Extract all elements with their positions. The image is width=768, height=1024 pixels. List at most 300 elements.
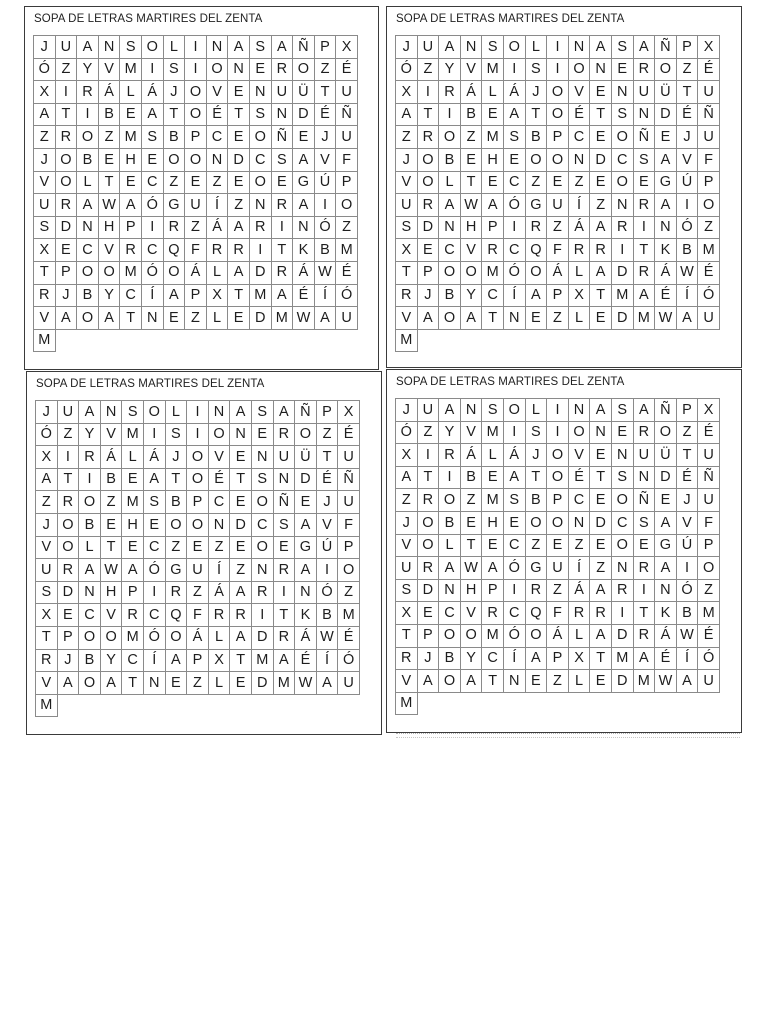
grid-letter-cell: U xyxy=(418,399,440,422)
grid-letter-cell: O xyxy=(439,307,461,330)
grid-letter-cell: B xyxy=(317,604,339,627)
grid-letter-cell: Á xyxy=(461,81,483,104)
grid-letter-cell: M xyxy=(274,672,296,695)
grid-letter-cell: A xyxy=(677,670,699,693)
word-search-card xyxy=(386,6,742,368)
grid-letter-cell: Ó xyxy=(677,580,699,603)
grid-letter-cell: L xyxy=(482,444,504,467)
grid-letter-cell: L xyxy=(166,401,188,424)
grid-letter-cell: T xyxy=(677,81,699,104)
grid-letter-cell: X xyxy=(396,81,418,104)
grid-letter-cell: Í xyxy=(504,285,526,308)
grid-letter-cell: E xyxy=(56,239,78,262)
grid-letter-cell: J xyxy=(317,491,339,514)
grid-letter-cell: D xyxy=(418,580,440,603)
grid-letter-cell: O xyxy=(187,446,209,469)
grid-letter-cell: N xyxy=(250,81,272,104)
grid-letter-cell: I xyxy=(504,59,526,82)
grid-letter-cell: R xyxy=(526,217,548,240)
grid-letter-cell: E xyxy=(526,670,548,693)
grid-letter-cell: É xyxy=(698,59,720,82)
grid-letter-cell: C xyxy=(79,604,101,627)
grid-letter-cell: I xyxy=(56,81,78,104)
grid-letter-cell: A xyxy=(77,194,99,217)
grid-letter-cell: A xyxy=(504,467,526,490)
grid-letter-cell: A xyxy=(230,582,252,605)
grid-letter-cell: A xyxy=(58,672,80,695)
grid-letter-cell: L xyxy=(526,399,548,422)
grid-letter-cell: P xyxy=(58,627,80,650)
grid-letter-cell: R xyxy=(250,217,272,240)
grid-letter-cell: E xyxy=(252,424,274,447)
grid-letter-cell: R xyxy=(58,559,80,582)
grid-letter-cell: P xyxy=(187,650,209,673)
grid-letter-cell: A xyxy=(293,149,315,172)
grid-letter-cell: O xyxy=(250,126,272,149)
grid-letter-cell: W xyxy=(655,307,677,330)
grid-letter-cell: Ó xyxy=(396,422,418,445)
grid-letter-cell: A xyxy=(144,469,166,492)
grid-letter-cell: Ñ xyxy=(698,467,720,490)
grid-letter-cell: Ü xyxy=(293,81,315,104)
grid-letter-cell: R xyxy=(79,446,101,469)
grid-letter-cell: C xyxy=(569,489,591,512)
grid-letter-cell: Y xyxy=(439,422,461,445)
grid-letter-cell: A xyxy=(439,194,461,217)
grid-letter-cell: Á xyxy=(504,81,526,104)
grid-letter-cell: U xyxy=(58,401,80,424)
grid-letter-cell: S xyxy=(166,424,188,447)
grid-letter-cell: J xyxy=(315,126,337,149)
grid-letter-cell: B xyxy=(79,650,101,673)
grid-letter-cell: N xyxy=(142,307,164,330)
grid-letter-cell: Z xyxy=(461,489,483,512)
grid-letter-cell: A xyxy=(396,104,418,127)
grid-letter-cell: R xyxy=(396,285,418,308)
grid-letter-cell: I xyxy=(142,59,164,82)
grid-letter-cell: O xyxy=(144,401,166,424)
grid-letter-cell: I xyxy=(612,239,634,262)
grid-letter-cell: P xyxy=(336,172,358,195)
grid-letter-cell: Ü xyxy=(655,444,677,467)
grid-letter-cell: O xyxy=(209,424,231,447)
grid-letter-cell: X xyxy=(569,648,591,671)
grid-letter-cell: A xyxy=(120,194,142,217)
grid-letter-cell: S xyxy=(34,217,56,240)
card-title: SOPA DE LETRAS MARTIRES DEL ZENTA xyxy=(396,13,625,25)
word-search-card xyxy=(26,371,382,735)
grid-letter-cell: R xyxy=(272,262,294,285)
grid-letter-cell: Ó xyxy=(315,217,337,240)
grid-letter-cell: V xyxy=(36,672,58,695)
grid-letter-cell: X xyxy=(396,239,418,262)
grid-letter-cell: C xyxy=(504,172,526,195)
grid-letter-cell: E xyxy=(230,672,252,695)
grid-letter-cell: B xyxy=(461,104,483,127)
grid-letter-cell: A xyxy=(677,307,699,330)
grid-letter-cell: O xyxy=(77,307,99,330)
grid-letter-cell: O xyxy=(252,537,274,560)
grid-letter-cell: O xyxy=(142,36,164,59)
grid-letter-cell: É xyxy=(315,104,337,127)
grid-letter-cell: X xyxy=(336,36,358,59)
grid-letter-cell: O xyxy=(612,172,634,195)
grid-letter-cell: U xyxy=(698,126,720,149)
grid-letter-cell: N xyxy=(207,149,229,172)
grid-letter-cell: O xyxy=(504,399,526,422)
grid-letter-cell: C xyxy=(612,149,634,172)
grid-letter-cell: R xyxy=(56,194,78,217)
grid-letter-cell: Ú xyxy=(677,535,699,558)
grid-letter-cell: E xyxy=(164,307,186,330)
grid-letter-cell: Z xyxy=(317,424,339,447)
grid-letter-cell: Z xyxy=(164,172,186,195)
grid-letter-cell: U xyxy=(187,559,209,582)
grid-letter-cell: Z xyxy=(461,126,483,149)
grid-letter-cell: R xyxy=(207,239,229,262)
grid-letter-cell: É xyxy=(569,104,591,127)
grid-letter-cell: M xyxy=(396,330,418,353)
grid-letter-cell: Z xyxy=(590,194,612,217)
grid-letter-cell: W xyxy=(677,625,699,648)
grid-letter-cell: N xyxy=(569,399,591,422)
grid-letter-cell: Ñ xyxy=(272,126,294,149)
grid-letter-cell: I xyxy=(317,559,339,582)
grid-letter-cell: M xyxy=(698,239,720,262)
grid-letter-cell: R xyxy=(56,126,78,149)
grid-letter-cell: É xyxy=(336,262,358,285)
grid-letter-cell: O xyxy=(439,670,461,693)
grid-letter-cell: C xyxy=(209,491,231,514)
grid-letter-cell: F xyxy=(185,239,207,262)
grid-letter-cell: T xyxy=(56,104,78,127)
grid-letter-cell: R xyxy=(590,602,612,625)
grid-letter-cell: G xyxy=(526,194,548,217)
grid-letter-cell: U xyxy=(698,81,720,104)
grid-letter-cell: I xyxy=(418,444,440,467)
grid-letter-cell: P xyxy=(56,262,78,285)
grid-letter-cell: P xyxy=(185,126,207,149)
grid-letter-cell: Ñ xyxy=(698,104,720,127)
grid-letter-cell: W xyxy=(317,627,339,650)
grid-letter-cell: Z xyxy=(590,557,612,580)
grid-letter-cell: S xyxy=(396,580,418,603)
grid-letter-cell: B xyxy=(439,512,461,535)
grid-letter-cell: T xyxy=(36,627,58,650)
grid-letter-cell: T xyxy=(99,172,121,195)
letter-grid xyxy=(33,35,358,352)
grid-letter-cell: A xyxy=(315,307,337,330)
grid-letter-cell: O xyxy=(461,625,483,648)
grid-letter-cell: C xyxy=(142,239,164,262)
grid-letter-cell: Ó xyxy=(504,625,526,648)
grid-letter-cell: O xyxy=(58,514,80,537)
grid-letter-cell: S xyxy=(482,36,504,59)
grid-letter-cell: I xyxy=(677,194,699,217)
grid-letter-cell: L xyxy=(164,36,186,59)
grid-letter-cell: U xyxy=(547,194,569,217)
grid-letter-cell: O xyxy=(164,262,186,285)
grid-letter-cell: M xyxy=(252,650,274,673)
grid-letter-cell: É xyxy=(293,285,315,308)
grid-letter-cell: J xyxy=(36,401,58,424)
grid-letter-cell: D xyxy=(612,670,634,693)
grid-letter-cell: N xyxy=(569,36,591,59)
grid-letter-cell: V xyxy=(209,446,231,469)
grid-letter-cell: P xyxy=(338,537,360,560)
grid-letter-cell: S xyxy=(144,491,166,514)
grid-letter-cell: S xyxy=(526,59,548,82)
grid-letter-cell: A xyxy=(164,285,186,308)
grid-letter-cell: T xyxy=(590,285,612,308)
grid-letter-cell: S xyxy=(526,422,548,445)
grid-letter-cell: Z xyxy=(418,59,440,82)
grid-letter-cell: A xyxy=(317,672,339,695)
grid-letter-cell: B xyxy=(101,469,123,492)
grid-letter-cell: S xyxy=(250,104,272,127)
grid-letter-cell: A xyxy=(526,648,548,671)
grid-letter-cell: O xyxy=(698,557,720,580)
grid-letter-cell: I xyxy=(547,399,569,422)
grid-letter-cell: E xyxy=(228,126,250,149)
grid-letter-cell: C xyxy=(142,172,164,195)
grid-letter-cell: Á xyxy=(295,627,317,650)
grid-letter-cell: V xyxy=(99,59,121,82)
grid-letter-cell: F xyxy=(547,602,569,625)
grid-letter-cell: É xyxy=(698,422,720,445)
grid-letter-cell: T xyxy=(230,650,252,673)
grid-letter-cell: Y xyxy=(101,650,123,673)
grid-letter-cell: A xyxy=(272,36,294,59)
grid-letter-cell: U xyxy=(418,36,440,59)
grid-letter-cell: J xyxy=(677,126,699,149)
grid-letter-cell: R xyxy=(120,239,142,262)
grid-letter-cell: D xyxy=(252,672,274,695)
card-title: SOPA DE LETRAS MARTIRES DEL ZENTA xyxy=(34,13,263,25)
grid-letter-cell: D xyxy=(230,514,252,537)
grid-letter-cell: Á xyxy=(99,81,121,104)
grid-letter-cell: N xyxy=(461,399,483,422)
grid-letter-cell: E xyxy=(166,672,188,695)
grid-letter-cell: O xyxy=(655,59,677,82)
grid-letter-cell: Z xyxy=(187,582,209,605)
grid-letter-cell: I xyxy=(185,59,207,82)
grid-letter-cell: Ó xyxy=(677,217,699,240)
grid-letter-cell: E xyxy=(655,489,677,512)
grid-letter-cell: S xyxy=(612,36,634,59)
grid-letter-cell: Q xyxy=(526,239,548,262)
grid-letter-cell: T xyxy=(482,670,504,693)
grid-letter-cell: É xyxy=(698,625,720,648)
grid-letter-cell: U xyxy=(396,557,418,580)
grid-letter-cell: E xyxy=(526,307,548,330)
grid-letter-cell: O xyxy=(418,149,440,172)
grid-letter-cell: J xyxy=(677,489,699,512)
grid-letter-cell: Y xyxy=(77,59,99,82)
grid-letter-cell: R xyxy=(274,559,296,582)
grid-letter-cell: F xyxy=(338,514,360,537)
grid-letter-cell: U xyxy=(272,81,294,104)
grid-letter-cell: S xyxy=(252,469,274,492)
grid-letter-cell: S xyxy=(252,401,274,424)
grid-letter-cell: A xyxy=(634,285,656,308)
grid-letter-cell: A xyxy=(230,401,252,424)
grid-letter-cell: A xyxy=(439,557,461,580)
grid-letter-cell: J xyxy=(34,36,56,59)
grid-letter-cell: X xyxy=(396,444,418,467)
grid-letter-cell: A xyxy=(79,401,101,424)
grid-letter-cell: F xyxy=(698,149,720,172)
grid-letter-cell: A xyxy=(655,557,677,580)
grid-letter-cell: N xyxy=(655,217,677,240)
grid-letter-cell: E xyxy=(228,307,250,330)
grid-letter-cell: Z xyxy=(185,307,207,330)
grid-letter-cell: J xyxy=(34,149,56,172)
grid-letter-cell: R xyxy=(418,126,440,149)
grid-letter-cell: P xyxy=(120,217,142,240)
grid-letter-cell: O xyxy=(526,625,548,648)
grid-letter-cell: C xyxy=(569,126,591,149)
grid-letter-cell: P xyxy=(698,172,720,195)
grid-letter-cell: E xyxy=(634,172,656,195)
grid-letter-cell: C xyxy=(439,239,461,262)
grid-letter-cell: D xyxy=(612,262,634,285)
grid-letter-cell: Z xyxy=(526,172,548,195)
grid-letter-cell: Z xyxy=(187,672,209,695)
grid-letter-cell: T xyxy=(228,104,250,127)
grid-letter-cell: N xyxy=(101,401,123,424)
grid-letter-cell: R xyxy=(482,239,504,262)
grid-letter-cell: J xyxy=(56,285,78,308)
grid-letter-cell: S xyxy=(396,217,418,240)
grid-letter-cell: V xyxy=(101,604,123,627)
grid-letter-cell: I xyxy=(677,557,699,580)
grid-letter-cell: U xyxy=(338,491,360,514)
grid-letter-cell: T xyxy=(101,537,123,560)
grid-letter-cell: Z xyxy=(547,307,569,330)
grid-letter-cell: I xyxy=(187,401,209,424)
grid-letter-cell: V xyxy=(396,172,418,195)
grid-letter-cell: C xyxy=(612,512,634,535)
grid-letter-cell: S xyxy=(612,104,634,127)
grid-letter-cell: É xyxy=(677,104,699,127)
dotted-divider xyxy=(396,733,740,738)
grid-letter-cell: O xyxy=(547,81,569,104)
grid-letter-cell: Ñ xyxy=(655,399,677,422)
grid-letter-cell: Z xyxy=(338,582,360,605)
grid-letter-cell: A xyxy=(461,670,483,693)
grid-letter-cell: N xyxy=(209,401,231,424)
grid-letter-cell: X xyxy=(698,399,720,422)
grid-letter-cell: E xyxy=(547,535,569,558)
grid-letter-cell: T xyxy=(274,604,296,627)
grid-letter-cell: H xyxy=(120,149,142,172)
grid-letter-cell: É xyxy=(655,648,677,671)
grid-letter-cell: N xyxy=(79,582,101,605)
grid-letter-cell: V xyxy=(396,307,418,330)
grid-letter-cell: N xyxy=(295,582,317,605)
grid-letter-cell: U xyxy=(56,36,78,59)
grid-letter-cell: I xyxy=(504,580,526,603)
grid-letter-cell: I xyxy=(439,104,461,127)
grid-letter-cell: T xyxy=(396,262,418,285)
grid-letter-cell: V xyxy=(461,602,483,625)
grid-letter-cell: O xyxy=(187,469,209,492)
grid-letter-cell: L xyxy=(569,307,591,330)
grid-letter-cell: T xyxy=(228,285,250,308)
grid-letter-cell: A xyxy=(655,149,677,172)
grid-letter-cell: V xyxy=(569,81,591,104)
grid-letter-cell: B xyxy=(677,239,699,262)
grid-letter-cell: D xyxy=(295,469,317,492)
grid-letter-cell: A xyxy=(274,650,296,673)
grid-letter-cell: T xyxy=(396,625,418,648)
grid-letter-cell: S xyxy=(164,59,186,82)
grid-letter-cell: P xyxy=(317,401,339,424)
grid-letter-cell: T xyxy=(482,307,504,330)
grid-letter-cell: B xyxy=(164,126,186,149)
grid-letter-cell: Y xyxy=(461,285,483,308)
grid-letter-cell: I xyxy=(418,81,440,104)
grid-letter-cell: E xyxy=(547,172,569,195)
grid-letter-cell: C xyxy=(122,650,144,673)
grid-letter-cell: N xyxy=(293,217,315,240)
grid-letter-cell: N xyxy=(504,670,526,693)
grid-letter-cell: I xyxy=(612,602,634,625)
grid-letter-cell: E xyxy=(187,537,209,560)
grid-letter-cell: T xyxy=(634,239,656,262)
grid-letter-cell: D xyxy=(250,307,272,330)
grid-letter-cell: P xyxy=(547,126,569,149)
grid-letter-cell: N xyxy=(252,559,274,582)
grid-letter-cell: U xyxy=(34,194,56,217)
card-title: SOPA DE LETRAS MARTIRES DEL ZENTA xyxy=(396,376,625,388)
grid-letter-cell: É xyxy=(698,262,720,285)
grid-letter-cell: Ñ xyxy=(295,401,317,424)
grid-letter-cell: S xyxy=(36,582,58,605)
grid-letter-cell: U xyxy=(634,81,656,104)
grid-letter-cell: R xyxy=(634,194,656,217)
grid-letter-cell: O xyxy=(612,535,634,558)
grid-letter-cell: O xyxy=(612,126,634,149)
grid-letter-cell: Q xyxy=(526,602,548,625)
grid-letter-cell: R xyxy=(439,81,461,104)
grid-letter-cell: Ü xyxy=(295,446,317,469)
grid-letter-cell: X xyxy=(569,285,591,308)
grid-letter-cell: Ó xyxy=(317,582,339,605)
grid-letter-cell: E xyxy=(142,149,164,172)
grid-letter-cell: S xyxy=(120,36,142,59)
grid-letter-cell: L xyxy=(120,81,142,104)
grid-letter-cell: O xyxy=(526,149,548,172)
grid-letter-cell: L xyxy=(439,172,461,195)
grid-letter-cell: M xyxy=(482,422,504,445)
grid-letter-cell: B xyxy=(99,104,121,127)
grid-letter-cell: O xyxy=(293,59,315,82)
grid-letter-cell: N xyxy=(77,217,99,240)
grid-letter-cell: U xyxy=(274,446,296,469)
grid-letter-cell: O xyxy=(79,491,101,514)
grid-letter-cell: L xyxy=(569,625,591,648)
grid-letter-cell: M xyxy=(122,491,144,514)
grid-letter-cell: N xyxy=(250,194,272,217)
grid-letter-cell: Ñ xyxy=(338,469,360,492)
grid-letter-cell: I xyxy=(79,469,101,492)
grid-letter-cell: N xyxy=(655,580,677,603)
grid-letter-cell: C xyxy=(482,648,504,671)
grid-letter-cell: N xyxy=(634,467,656,490)
grid-letter-cell: Ó xyxy=(504,194,526,217)
